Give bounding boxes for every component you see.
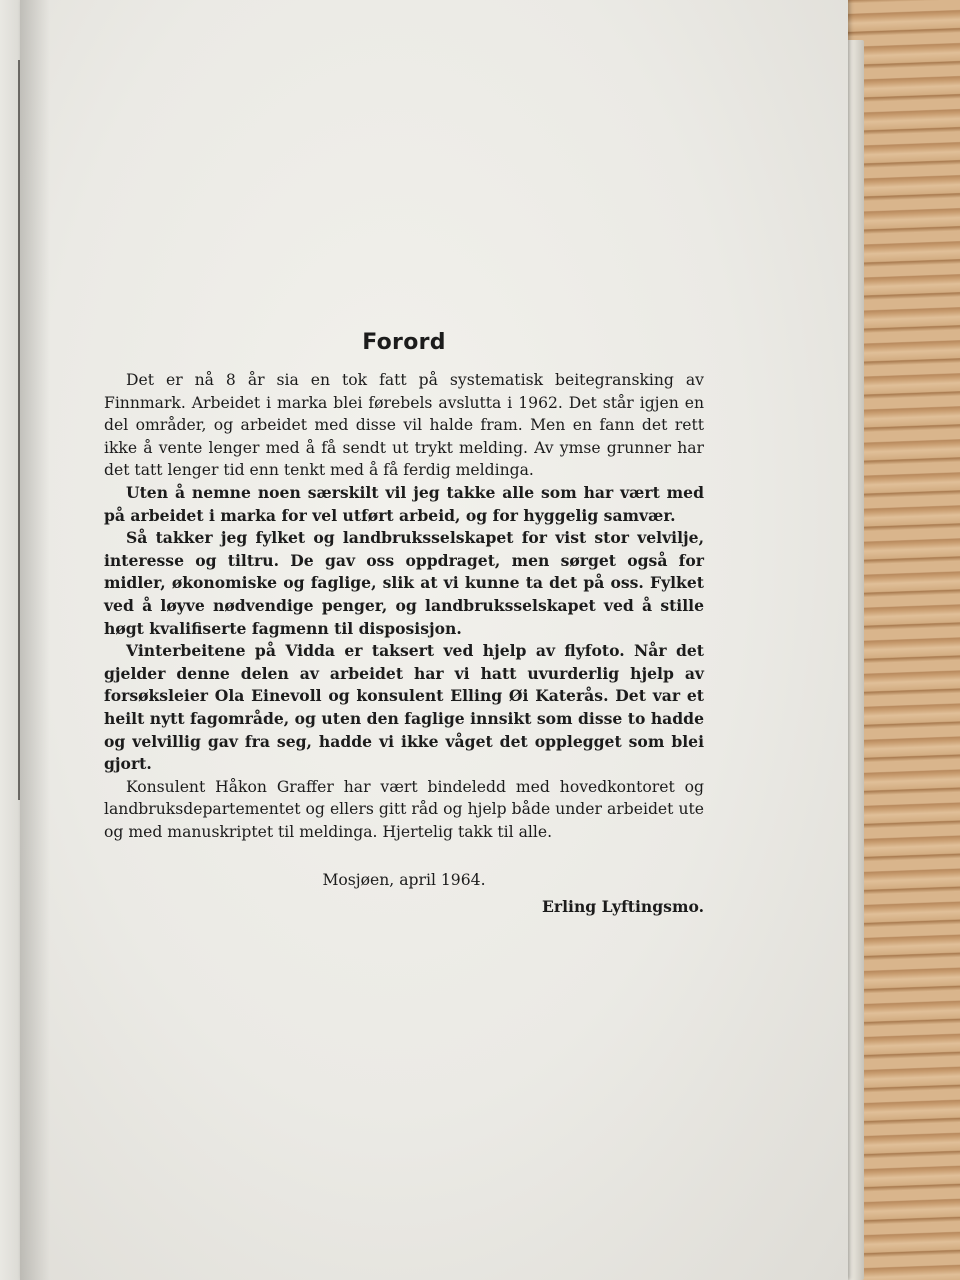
place-date: Mosjøen, april 1964. — [322, 871, 486, 890]
page-title: Forord — [362, 330, 446, 355]
signature: Erling Lyftingsmo. — [542, 897, 704, 917]
paragraph-1: Det er nå 8 år sia en tok fatt på systematisk beitegransking av Finnmark. Arbeidet i marka blei førebels avslutta i 1962. Det står igjen en del områder, og arbeidet med disse vil halde fram. Men en fann det rett ikke å vente lenger med å få sendt ut trykt melding. Av ymse grunner har det tatt lenger tid enn tenkt med å få ferdig meldinga. — [104, 371, 704, 480]
foreword-content — [104, 330, 704, 916]
paragraph-4: Vinterbeitene på Vidda er taksert ved hjelp av flyfoto. Når det gjelder denne delen av arbeidet har vi hatt uvurderlig hjelp av forsøksleier Ola Einevoll og konsulent Elling Øi Katerås. Det var et heilt nytt fagområde, og uten den faglige innsikt som disse to hadde og velvillig gav fra seg, hadde vi ikke våget det opplegget som blei gjort. — [104, 641, 704, 774]
paragraph-2: Uten å nemne noen særskilt vil jeg takke alle som har vært med på arbeidet i marka for vel utført arbeid, og for hyggelig samvær. — [104, 482, 704, 525]
paragraph-5: Konsulent Håkon Graffer har vært bindeledd med hovedkontoret og landbruksdepartementet og ellers gitt råd og hjelp både under arbeidet ute og med manuskriptet til meldinga. Hjertelig takk til alle. — [104, 777, 704, 841]
paragraph-3: Så takker jeg fylket og landbruksselskapet for vist stor velvilje, interesse og tiltru. De gav oss oppdraget, men sørget også for midler, økonomiske og faglige, slik at vi kunne ta det på oss. Fylket ved å løyve nødvendige penger, og landbruksselskapet ved å stille høgt kvalifiserte fagmenn til disposisjon. — [104, 528, 704, 638]
gutter-shadow — [20, 0, 50, 1280]
